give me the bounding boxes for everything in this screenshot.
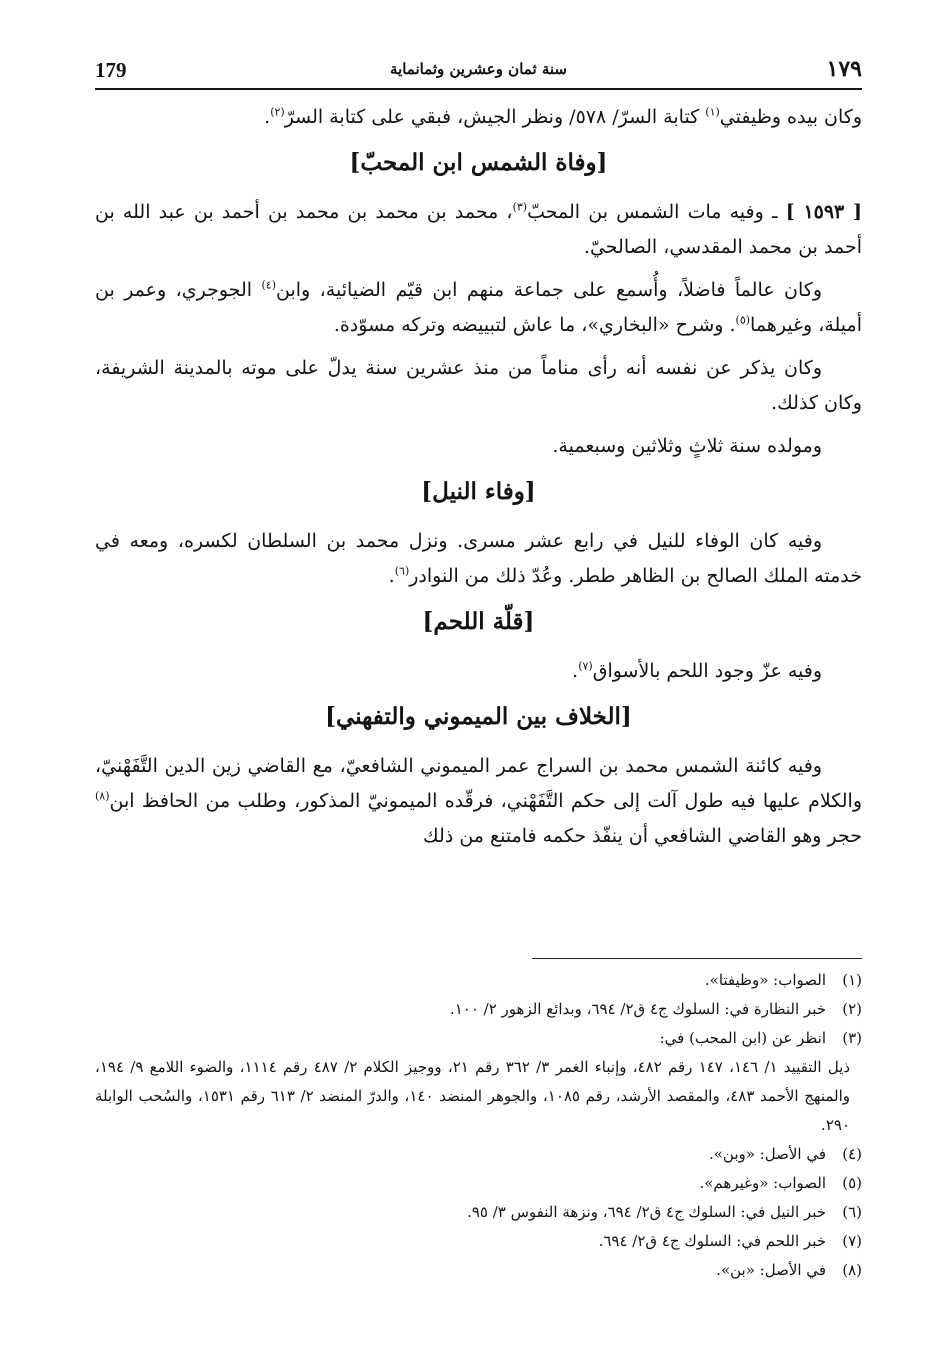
footnote-item	[95, 966, 862, 995]
footnote-item	[95, 1256, 862, 1285]
text-run: .	[264, 106, 271, 128]
text-run: ـ وفيه مات الشمس بن المحبّ	[527, 201, 786, 223]
text-run: حجر وهو القاضي الشافعي أن ينفّذ حكمه فامتنع من ذلك	[423, 825, 862, 847]
footnote-text: الصواب: «وظيفتا».	[704, 971, 826, 989]
section-heading: [قلّة اللحم]	[422, 608, 535, 635]
footnote-ref[interactable]: (٢)	[270, 105, 285, 119]
footnote-separator	[532, 958, 862, 959]
paragraph	[95, 273, 862, 343]
footnote-item	[95, 1198, 862, 1227]
footnote-ref[interactable]: (٧)	[578, 659, 593, 673]
text-run: .	[388, 565, 395, 587]
header-rule	[95, 88, 862, 90]
text-run: وفيه كائنة الشمس محمد بن السراج عمر الميموني الشافعيّ، مع القاضي زين الدين التَّفَهْنيّ، والكلام عليها فيه طول آلت إلى حكم التَّفَهْني، فرقّده الميمونيّ المذكور، وطلب من الحافظ ابن	[95, 755, 862, 812]
footnote-number: (٣)	[842, 1029, 862, 1047]
page-number-arabic: ١٧٩	[826, 56, 862, 82]
section-heading: [الخلاف بين الميموني والتفهني]	[325, 703, 632, 730]
text-run: كتابة السرّ/ ٥٧٨/ ونظر الجيش، فبقي على كتابة السرّ	[284, 106, 706, 128]
text-run: . وشرح «البخاري»، ما عاش لتبييضه وتركه مسوّدة.	[333, 314, 736, 336]
text-run: الجوجري، وعمر بن أميلة، وغيرهما	[95, 279, 862, 336]
paragraph: ومولده سنة ثلاثٍ وثلاثين وسبعمية.	[552, 435, 822, 457]
text-run: وفيه كان الوفاء للنيل في رابع عشر مسرى. ونزل محمد بن السلطان لكسره، ومعه في خدمته الملك الصالح بن الظاهر ططر. وعُدّ ذلك من النوادر	[95, 530, 862, 587]
footnote-number: (١)	[842, 971, 862, 989]
paragraph	[95, 654, 862, 689]
paragraph	[95, 524, 862, 594]
footnote-text: انظر عن (ابن المحب) في:	[659, 1029, 826, 1047]
text-run: وكان عالماً فاضلاً، وأُسمع على جماعة منهم ابن قيّم الضيائية، وابن	[275, 279, 822, 301]
footnote-ref[interactable]: (٨)	[95, 789, 110, 803]
footnote-ref[interactable]: (٤)	[261, 278, 276, 292]
footnote-item	[95, 1169, 862, 1198]
footnote-ref[interactable]: (١)	[705, 105, 720, 119]
text-run: وفيه عزّ وجود اللحم بالأسواق	[592, 660, 822, 682]
footnote-ref[interactable]: (٦)	[394, 564, 410, 578]
page-number-latin: 179	[95, 58, 127, 82]
text-run: وكان بيده وظيفتي	[719, 106, 862, 128]
footnote-number: (٦)	[842, 1203, 862, 1221]
footnote-ref[interactable]: (٥)	[735, 313, 751, 327]
footnote-item	[95, 1227, 862, 1256]
footnote-text: في الأصل: «بن».	[716, 1261, 826, 1279]
running-title: سنة ثمان وعشرين وثمانماية	[390, 60, 567, 78]
footnote-text: في الأصل: «وبن».	[708, 1145, 826, 1163]
running-header	[95, 54, 862, 86]
text-run: ، محمد بن محمد بن محمد بن أحمد بن عبد الله بن أحمد بن محمد المقدسي، الصالحيّ.	[95, 201, 862, 258]
section-heading: [وفاة الشمس ابن المحبّ]	[349, 149, 608, 176]
footnote-text: الصواب: «وغيرهم».	[699, 1174, 826, 1192]
footnote-number: (٢)	[842, 1000, 862, 1018]
footnote-number: (٨)	[842, 1261, 862, 1279]
paragraph: وكان يذكر عن نفسه أنه رأى مناماً من منذ عشرين سنة يدلّ على موته بالمدينة الشريفة، وكان كذلك.	[95, 357, 862, 414]
footnotes	[95, 966, 862, 1285]
paragraph	[95, 749, 862, 854]
text-run: .	[572, 660, 579, 682]
footnote-number: (٧)	[842, 1232, 862, 1250]
footnote-item	[95, 1140, 862, 1169]
footnote-number: (٥)	[842, 1174, 862, 1192]
footnote-text: خبر النظارة في: السلوك ج٤ ق٢/ ٦٩٤، وبدائع الزهور ٢/ ١٠٠.	[449, 1000, 826, 1018]
footnote-item	[95, 995, 862, 1024]
paragraph	[95, 195, 862, 265]
paragraph	[95, 100, 862, 135]
footnote-item	[95, 1024, 862, 1053]
footnote-continuation: ذيل التقييد ١/ ١٤٦، ١٤٧ رقم ٤٨٢، وإنباء الغمر ٣/ ٣٦٢ رقم ٢١، ووجيز الكلام ٢/ ٤٨٧ رقم ١١١٤، والضوء اللامع ٩/ ١٩٤، والمنهج الأحمد ٤٨٣، والمقصد الأرشد، رقم ١٠٨٥، والجوهر المنضد ١٤٠، والدرّ المنضد ٢/ ٦١٣ رقم ١٥٣١، والسُحب الوابلة ٢٩٠.	[95, 1058, 851, 1134]
entry-number: [ ١٥٩٣ ]	[785, 201, 863, 223]
footnote-number: (٤)	[842, 1145, 862, 1163]
footnote-text: خبر اللحم في: السلوك ج٤ ق٢/ ٦٩٤.	[598, 1232, 826, 1250]
footnote-text: خبر النيل في: السلوك ج٤ ق٢/ ٦٩٤، ونزهة النفوس ٣/ ٩٥.	[467, 1203, 826, 1221]
section-heading: [وفاء النيل]	[421, 478, 536, 505]
footnote-ref[interactable]: (٣)	[512, 200, 528, 214]
main-text	[95, 100, 862, 862]
